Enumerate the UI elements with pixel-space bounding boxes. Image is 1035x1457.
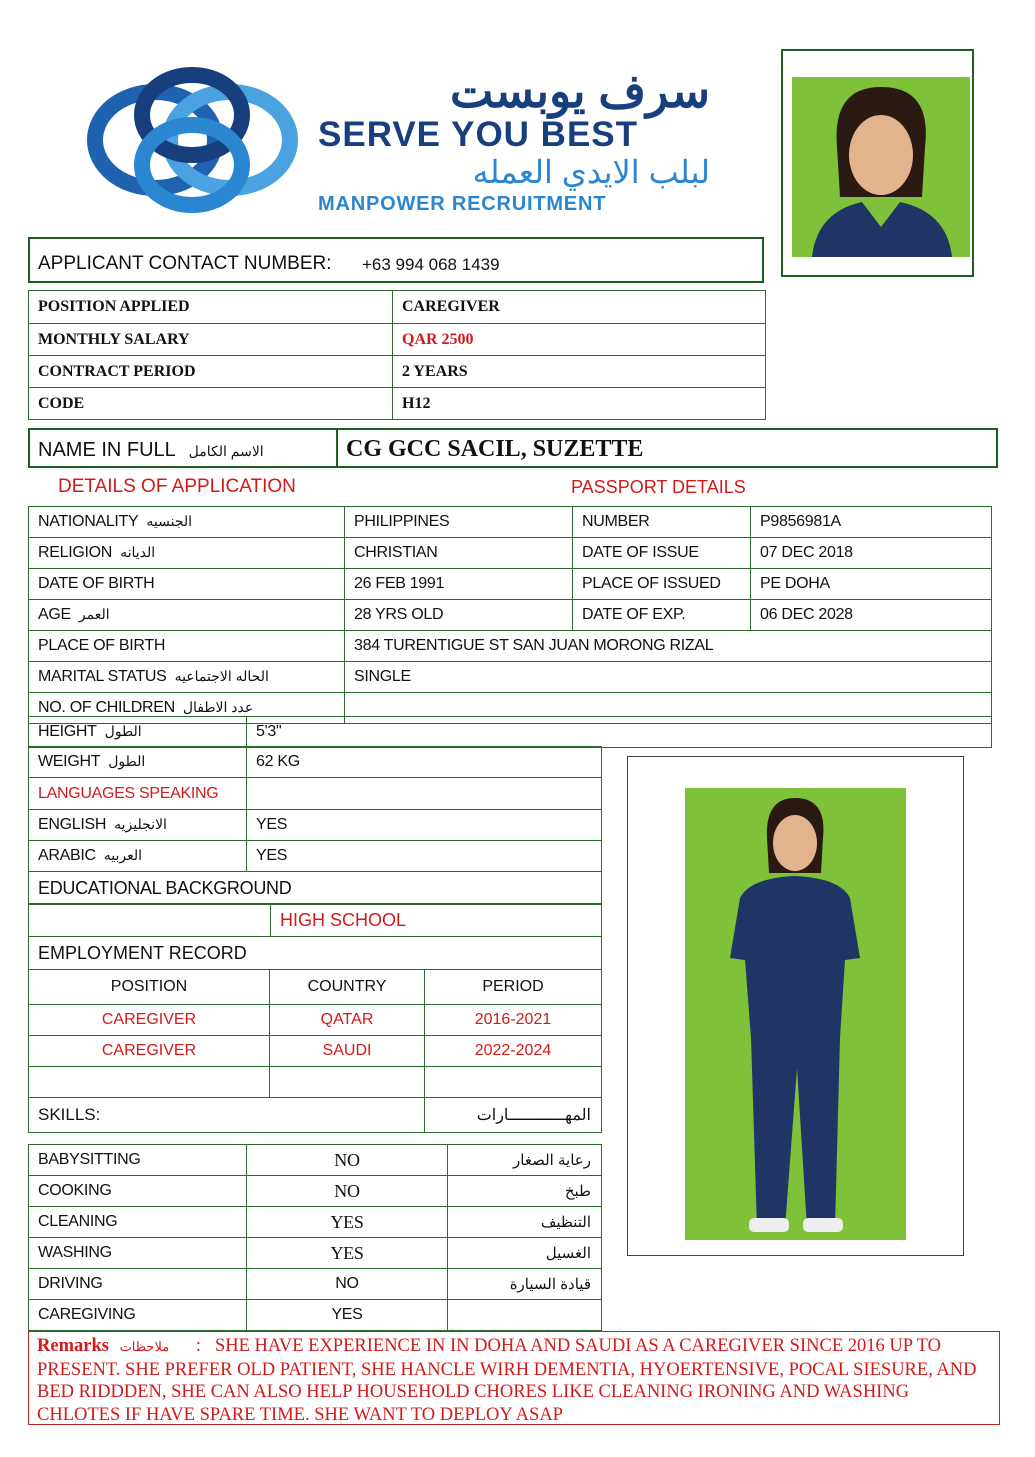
table-row (29, 631, 992, 662)
table-row (29, 1300, 602, 1331)
skill-ar: التنظيف (448, 1207, 602, 1238)
table-row (29, 778, 602, 810)
headshot-photo (792, 77, 970, 257)
skill-ar (448, 1300, 602, 1331)
name-label-ar: الاسم الكامل (188, 443, 264, 459)
place-issued-label: PLACE OF ISSUED (573, 569, 751, 600)
contact-value: +63 994 068 1439 (362, 255, 500, 274)
emp-header-position: POSITION (29, 970, 270, 1005)
physical-table (28, 716, 992, 748)
english-label: ENGLISH (38, 816, 107, 833)
skill-label: CAREGIVING (29, 1300, 247, 1331)
name-label-en: NAME IN FULL (38, 439, 176, 461)
table-row (29, 291, 766, 324)
table-row (29, 1176, 602, 1207)
passport-number-value: P9856981A (751, 507, 992, 538)
logo-arabic-bottom: لبلب الايدي العمله (472, 154, 710, 190)
arabic-label: ARABIC (38, 847, 96, 864)
nationality-label: NATIONALITY (38, 513, 139, 530)
height-ar: الطول (104, 723, 142, 739)
age-ar: العمر (78, 606, 110, 622)
religion-label: RELIGION (38, 544, 113, 561)
english-value: YES (247, 810, 602, 841)
remarks-label: Remarks (37, 1336, 109, 1356)
code-value: H12 (393, 388, 766, 420)
emp-country: SAUDI (270, 1036, 425, 1067)
dob-label: DATE OF BIRTH (29, 569, 345, 600)
skill-value: NO (247, 1145, 448, 1176)
contract-value: 2 YEARS (393, 356, 766, 388)
table-row (29, 356, 766, 388)
employment-label: EMPLOYMENT RECORD (29, 937, 602, 970)
remarks-text: SHE HAVE EXPERIENCE IN IN DOHA AND SAUDI AS A CAREGIVER SINCE 2016 UP TO PRESENT. SHE PREFER OLD PATIENT, SHE HANCLE WIRH DEMENTIA, HYOERTENSIVE, POCAL SIESURE, AND BED RIDDDEN, SHE CAN ALSO HELP HOUSEHOLD CHORES LIKE CLEANING IRONING AND WASHING CHLOTES IF HAVE SPARE TIME. SHE WANT TO DEPLOY ASAP (37, 1336, 977, 1425)
headshot-photo-frame (781, 49, 974, 277)
height-label: HEIGHT (38, 723, 97, 740)
table-row (29, 841, 602, 872)
weight-label: WEIGHT (38, 753, 101, 770)
contract-label: CONTRACT PERIOD (29, 356, 393, 388)
arabic-value: YES (247, 841, 602, 872)
position-value: CAREGIVER (393, 291, 766, 324)
arabic-ar: العربيه (103, 847, 143, 863)
table-row (29, 937, 602, 970)
skills-label: SKILLS: (29, 1098, 425, 1133)
skill-value: YES (247, 1300, 448, 1331)
emp-position: CAREGIVER (29, 1036, 270, 1067)
name-row (28, 428, 998, 468)
dob-value: 26 FEB 1991 (345, 569, 573, 600)
skill-label: WASHING (29, 1238, 247, 1269)
logo-english-bottom: MANPOWER RECRUITMENT (318, 193, 607, 215)
marital-label: MARITAL STATUS (38, 668, 167, 685)
name-divider (336, 430, 338, 466)
salary-value: QAR 2500 (393, 324, 766, 356)
weight-value: 62 KG (247, 747, 602, 778)
marital-value: SINGLE (345, 662, 992, 693)
emp-country: QATAR (270, 1005, 425, 1036)
table-row (29, 1269, 602, 1300)
religion-value: CHRISTIAN (345, 538, 573, 569)
age-value: 28 YRS OLD (345, 600, 573, 631)
remarks-label-ar: ملاحظات (119, 1339, 170, 1354)
skill-ar: طبخ (448, 1176, 602, 1207)
children-label: NO. OF CHILDREN (38, 699, 175, 716)
company-logo (70, 60, 315, 220)
passport-number-label: NUMBER (573, 507, 751, 538)
emp-header-country: COUNTRY (270, 970, 425, 1005)
name-value: CG GCC SACIL, SUZETTE (346, 436, 644, 462)
skill-label: DRIVING (29, 1269, 247, 1300)
skill-value: NO (247, 1176, 448, 1207)
emp-header-period: PERIOD (425, 970, 602, 1005)
details-table (28, 506, 992, 724)
skills-label-ar: المهــــــــــــارات (425, 1098, 602, 1133)
remarks-box (28, 1331, 1000, 1425)
table-row (29, 1005, 602, 1036)
exp-label: DATE OF EXP. (573, 600, 751, 631)
children-ar: عدد الاطفال (182, 699, 254, 715)
skill-value: YES (247, 1238, 448, 1269)
table-row (29, 747, 602, 778)
table-row (29, 717, 992, 748)
employment-table (28, 969, 602, 1133)
emp-position: CAREGIVER (29, 1005, 270, 1036)
contact-row (28, 237, 764, 283)
issue-value: 07 DEC 2018 (751, 538, 992, 569)
full-body-photo-frame (627, 756, 964, 1256)
english-ar: الانجليزيه (114, 816, 167, 832)
table-row (29, 970, 602, 1005)
salary-label: MONTHLY SALARY (29, 324, 393, 356)
table-row (29, 1036, 602, 1067)
pob-value: 384 TURENTIGUE ST SAN JUAN MORONG RIZAL (345, 631, 992, 662)
pob-label: PLACE OF BIRTH (29, 631, 345, 662)
education-table (28, 903, 602, 970)
skill-value: YES (247, 1207, 448, 1238)
skill-ar: الغسيل (448, 1238, 602, 1269)
position-table (28, 290, 766, 420)
weight-ar: الطول (108, 753, 146, 769)
skill-value: NO (247, 1269, 448, 1300)
table-row (29, 1067, 602, 1098)
table-row (29, 1145, 602, 1176)
table-row (29, 872, 602, 905)
table-row (29, 569, 992, 600)
table-row (29, 904, 602, 937)
skill-label: CLEANING (29, 1207, 247, 1238)
emp-period: 2016-2021 (425, 1005, 602, 1036)
place-issued-value: PE DOHA (751, 569, 992, 600)
issue-label: DATE OF ISSUE (573, 538, 751, 569)
logo-arabic-top: سرف يوبست (450, 65, 710, 117)
details-heading: DETAILS OF APPLICATION (58, 476, 296, 497)
code-label: CODE (29, 388, 393, 420)
skill-label: COOKING (29, 1176, 247, 1207)
contact-label: APPLICANT CONTACT NUMBER: (38, 253, 332, 274)
table-row (29, 810, 602, 841)
table-row (29, 388, 766, 420)
skill-ar: قيادة السيارة (448, 1269, 602, 1300)
table-row (29, 600, 992, 631)
education-value: HIGH SCHOOL (271, 904, 602, 937)
languages-label: LANGUAGES SPEAKING (29, 778, 247, 810)
table-row (29, 1207, 602, 1238)
table-row (29, 507, 992, 538)
logo-knot-icon (70, 60, 315, 220)
table-row (29, 662, 992, 693)
religion-ar: الديانه (120, 544, 156, 560)
skills-table (28, 1144, 602, 1331)
remarks-colon: : (195, 1336, 201, 1356)
passport-heading: PASSPORT DETAILS (571, 477, 746, 497)
skill-label: BABYSITTING (29, 1145, 247, 1176)
height-value: 5'3" (247, 717, 992, 748)
nationality-ar: الجنسيه (146, 513, 193, 529)
exp-value: 06 DEC 2028 (751, 600, 992, 631)
skill-ar: رعاية الصغار (448, 1145, 602, 1176)
full-body-photo (685, 788, 906, 1240)
table-row (29, 1238, 602, 1269)
age-label: AGE (38, 606, 71, 623)
marital-ar: الحاله الاجتماعيه (174, 668, 269, 684)
education-label: EDUCATIONAL BACKGROUND (29, 872, 602, 905)
name-label (38, 439, 264, 462)
nationality-value: PHILIPPINES (345, 507, 573, 538)
language-table (28, 746, 602, 905)
table-row (29, 324, 766, 356)
table-row (29, 538, 992, 569)
table-row (29, 1098, 602, 1133)
emp-period: 2022-2024 (425, 1036, 602, 1067)
logo-english-top: SERVE YOU BEST (318, 115, 639, 154)
position-label: POSITION APPLIED (29, 291, 393, 324)
